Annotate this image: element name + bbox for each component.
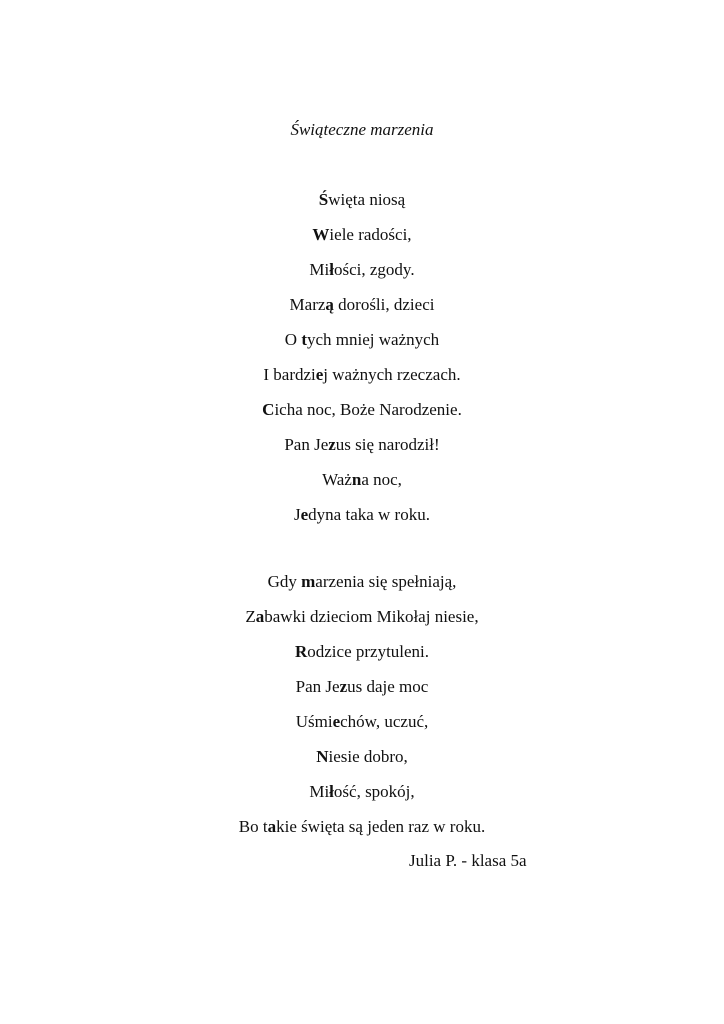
poem-acrostic-letter: ł: [329, 260, 334, 279]
poem-acrostic-letter: ą: [325, 295, 334, 314]
poem-line-text: Mi: [309, 260, 330, 279]
poem-acrostic-letter: m: [301, 572, 316, 591]
poem-line-text: J: [294, 505, 301, 524]
poem-line-text: Bo t: [238, 817, 268, 836]
poem-line-text: kie święta są jeden raz w roku.: [276, 817, 486, 836]
poem-line: [0, 469, 724, 491]
poem-signature: Julia P. - klasa 5a: [409, 851, 527, 870]
poem-line-text: arzenia się spełniają,: [315, 572, 457, 591]
poem-acrostic-letter: z: [328, 435, 336, 454]
poem-line-text: Pan Je: [295, 677, 340, 696]
poem-line: [0, 504, 724, 526]
poem-line: [0, 294, 724, 316]
poem-acrostic-letter: Ś: [318, 190, 329, 209]
poem-line-text: bawki dzieciom Mikołaj niesie,: [264, 607, 479, 626]
poem-line-text: icha noc, Boże Narodzenie.: [274, 400, 462, 419]
poem-line-text: dyna taka w roku.: [308, 505, 430, 524]
poem-acrostic-letter: e: [315, 365, 324, 384]
poem-line-text: iesie dobro,: [328, 747, 408, 766]
poem-line-text: Mi: [309, 782, 330, 801]
poem-acrostic-letter: t: [301, 330, 307, 349]
poem-line: [0, 259, 724, 281]
poem-line: [0, 189, 724, 211]
poem-acrostic-letter: R: [294, 642, 308, 661]
poem-line: [0, 399, 724, 421]
poem-line-text: Uśmi: [295, 712, 333, 731]
poem-line-text: us się narodził!: [335, 435, 440, 454]
poem-line-text: Waż: [322, 470, 352, 489]
poem-line-text: iele radości,: [329, 225, 412, 244]
poem-acrostic-letter: W: [312, 225, 330, 244]
poem-acrostic-letter: e: [332, 712, 341, 731]
poem-line: [0, 571, 724, 593]
poem-line-text: I bardzi: [263, 365, 316, 384]
poem-line: [0, 641, 724, 663]
poem-line: [0, 781, 724, 803]
poem-line-text: Z: [245, 607, 256, 626]
poem-line: [0, 434, 724, 456]
poem-line: [0, 224, 724, 246]
poem-acrostic-letter: e: [300, 505, 309, 524]
poem-line: [0, 329, 724, 351]
poem-acrostic-letter: a: [255, 607, 265, 626]
poem-line: [0, 816, 724, 838]
poem-line-text: O: [284, 330, 302, 349]
poem-line-text: więta niosą: [328, 190, 406, 209]
poem-line-text: dorośli, dzieci: [333, 295, 435, 314]
poem-acrostic-letter: C: [262, 400, 275, 419]
poem-line-text: Marz: [289, 295, 326, 314]
poem-line-text: chów, uczuć,: [340, 712, 429, 731]
poem-line-text: ych mniej ważnych: [307, 330, 440, 349]
poem-acrostic-letter: ł: [329, 782, 334, 801]
poem-title: Świąteczne marzenia: [290, 120, 434, 139]
poem-line-text: odzice przytuleni.: [307, 642, 430, 661]
poem-line-text: j ważnych rzeczach.: [323, 365, 461, 384]
poem-line: [0, 711, 724, 733]
poem-acrostic-letter: n: [351, 470, 362, 489]
poem-line: [0, 364, 724, 386]
poem-line: [0, 746, 724, 768]
poem-acrostic-letter: N: [316, 747, 329, 766]
poem-line-text: ości, zgody.: [334, 260, 415, 279]
poem-acrostic-letter: a: [267, 817, 277, 836]
poem-line: [0, 606, 724, 628]
poem-acrostic-letter: z: [339, 677, 348, 696]
poem-line-text: ość, spokój,: [333, 782, 415, 801]
poem-line: [0, 676, 724, 698]
poem-line-text: Pan Je: [284, 435, 329, 454]
poem-line-text: us daje moc: [347, 677, 429, 696]
poem-line-text: Gdy: [267, 572, 302, 591]
poem-line-text: a noc,: [361, 470, 402, 489]
